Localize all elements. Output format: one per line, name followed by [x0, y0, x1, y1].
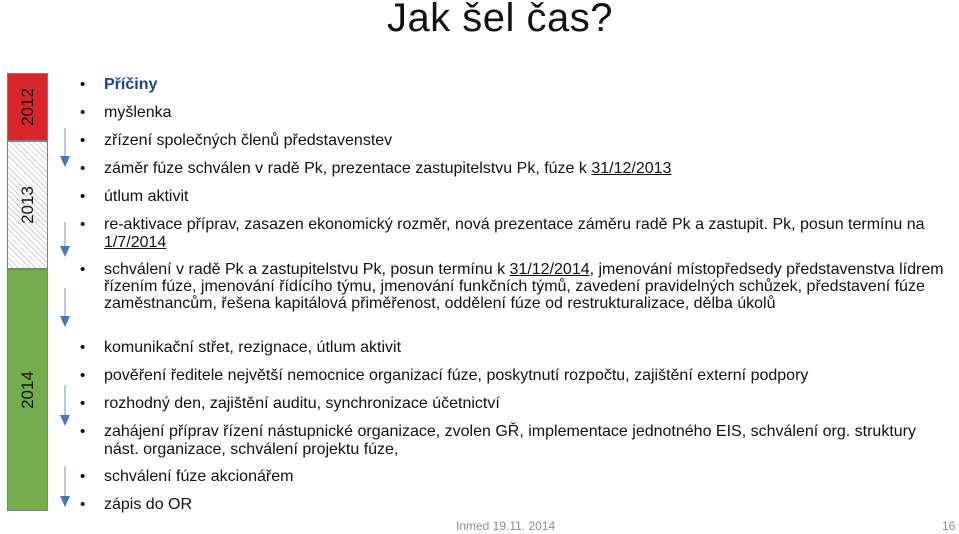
list-item: [80, 261, 955, 312]
bullet-dot: •: [80, 395, 86, 412]
timeline-bar-2014: [7, 269, 48, 511]
bullet-dot: •: [80, 188, 86, 205]
timeline-bar-2012: [7, 73, 48, 141]
list-item-text: komunikační střet, rezignace, útlum aktivit: [104, 339, 402, 356]
list-item: [80, 395, 955, 413]
list-item: [80, 367, 955, 385]
down-arrow-icon: [58, 466, 72, 508]
list-item-text: zápis do OR: [104, 496, 193, 513]
year-label-2012: 2012: [17, 88, 37, 126]
list-item: [80, 496, 955, 514]
bullet-dot: •: [80, 132, 86, 149]
bullet-dot: •: [80, 339, 86, 356]
list-item-text: zahájení příprav řízení nástupnické organizace, zvolen GŘ, implementace jednotného EIS, schválení org. struktury nást. organizace, schválení projektu fúze,: [104, 423, 916, 458]
list-item: [80, 132, 955, 150]
down-arrow-icon: [58, 222, 72, 258]
bullet-dot: •: [80, 496, 86, 513]
list-item: [80, 423, 955, 459]
timeline-bar-2013: [7, 141, 48, 269]
list-item: [80, 339, 955, 357]
bullet-dot: •: [80, 160, 86, 177]
bullet-dot: •: [80, 367, 86, 384]
down-arrow-icon: [58, 385, 72, 427]
date-link: 1/7/2014: [104, 234, 167, 251]
list-item-text: rozhodný den, zajištění auditu, synchronizace účetnictví: [104, 395, 500, 412]
bullet-dot: •: [80, 423, 86, 440]
down-arrow-icon: [58, 128, 72, 168]
list-item-text: schválení v radě Pk a zastupitelstvu Pk, posun termínu k 31/12/2014, jmenování místopředsedy představenstva lídrem řízením fúze, jmenování řídícího týmu, jmenování funkčních týmů, zavedení pravidelných schůzek, představení fúze zaměstnancům, řešena kapitálová přiměřenost, oddělení fúze od restrukturalizace, dělba úkolů: [104, 261, 944, 312]
list-item-text: záměr fúze schválen v radě Pk, prezentace zastupitelstvu Pk, fúze k 31/12/2013: [104, 160, 672, 177]
list-item: [80, 216, 955, 252]
list-item-text: schválení fúze akcionářem: [104, 468, 294, 485]
bullet-dot: •: [80, 261, 86, 278]
bullet-dot: •: [80, 76, 86, 93]
list-item: [80, 76, 955, 94]
bullet-dot: •: [80, 216, 86, 233]
bullet-dot: •: [80, 468, 86, 485]
slide-title: Jak šel čas?: [386, 0, 614, 40]
list-item-text: zřízení společných členů představenstev: [104, 132, 393, 149]
list-item: [80, 468, 955, 486]
list-item: [80, 160, 955, 178]
list-item: [80, 104, 955, 122]
list-item-text: myšlenka: [104, 104, 172, 121]
bullet-dot: •: [80, 104, 86, 121]
list-item-text: Příčiny: [104, 76, 158, 93]
list-item-text: pověření ředitele největší nemocnice organizací fúze, poskytnutí rozpočtu, zajištění externí podpory: [104, 367, 809, 384]
date-link: 31/12/2013: [591, 160, 672, 177]
year-label-2013: 2013: [17, 186, 37, 224]
list-item-text: útlum aktivit: [104, 188, 189, 205]
footer-event: Inmed 19.11. 2014: [456, 519, 556, 533]
list-item-text: re-aktivace příprav, zasazen ekonomický rozměr, nová prezentace záměru radě Pk a zastupit. Pk, posun termínu na 1/7/2014: [104, 216, 925, 251]
list-item: [80, 188, 955, 206]
down-arrow-icon: [58, 288, 72, 328]
page-number: 16: [942, 519, 956, 533]
date-link: 31/12/2014: [509, 261, 590, 278]
year-label-2014: 2014: [17, 371, 37, 409]
